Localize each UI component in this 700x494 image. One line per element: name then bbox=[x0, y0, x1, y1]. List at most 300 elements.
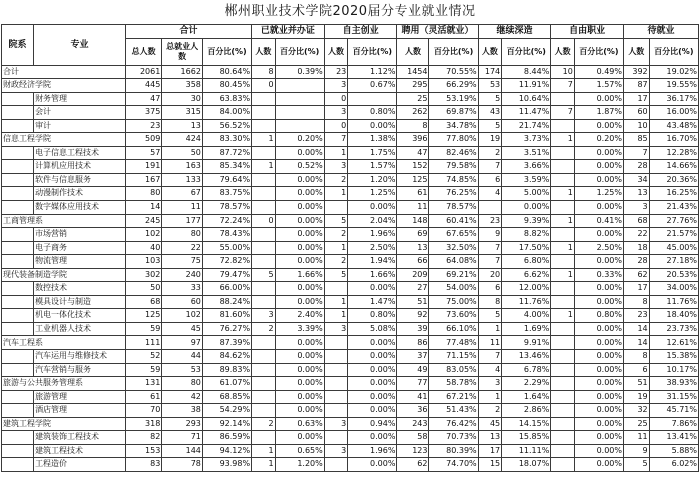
table-row-dept bbox=[2, 79, 699, 93]
major-name-cell: 会计 bbox=[34, 106, 126, 120]
value-cell: 37 bbox=[397, 350, 429, 364]
value-cell: 0.00% bbox=[275, 390, 324, 404]
value-cell: 23 bbox=[478, 214, 502, 228]
dept-blank-cell bbox=[2, 444, 34, 458]
dept-blank-cell bbox=[2, 228, 34, 242]
major-name-cell: 动漫制作技术 bbox=[34, 187, 126, 201]
header-row-1 bbox=[2, 25, 699, 39]
value-cell: 13 bbox=[478, 431, 502, 445]
value-cell: 3 bbox=[324, 417, 348, 431]
value-cell: 0.00% bbox=[275, 404, 324, 418]
value-cell: 11 bbox=[624, 431, 650, 445]
value-cell: 0.00% bbox=[275, 146, 324, 160]
value-cell: 0.00% bbox=[574, 417, 623, 431]
major-name-cell: 电子信息工程技术 bbox=[34, 146, 126, 160]
value-cell: 71.15% bbox=[429, 350, 478, 364]
value-cell: 0.80% bbox=[348, 309, 397, 323]
value-cell: 85 bbox=[624, 133, 650, 147]
value-cell: 28 bbox=[624, 255, 650, 269]
value-cell: 42 bbox=[162, 390, 203, 404]
value-cell: 13 bbox=[397, 241, 429, 255]
value-cell: 3.39% bbox=[275, 322, 324, 336]
value-cell: 7 bbox=[478, 350, 502, 364]
value-cell: 62 bbox=[624, 268, 650, 282]
value-cell: 0.20% bbox=[275, 133, 324, 147]
value-cell: 4 bbox=[478, 363, 502, 377]
major-name-cell: 审计 bbox=[34, 119, 126, 133]
value-cell bbox=[551, 350, 575, 364]
value-cell bbox=[324, 201, 348, 215]
dept-blank-cell bbox=[2, 295, 34, 309]
value-cell bbox=[252, 350, 276, 364]
value-cell: 293 bbox=[162, 417, 203, 431]
value-cell: 0.67% bbox=[348, 79, 397, 93]
value-cell bbox=[348, 92, 397, 106]
value-cell: 16.25% bbox=[649, 187, 698, 201]
value-cell: 59 bbox=[125, 363, 161, 377]
value-cell: 0.00% bbox=[348, 363, 397, 377]
value-cell: 3.73% bbox=[502, 133, 551, 147]
header-pct: 百分比(%) bbox=[502, 38, 551, 65]
value-cell: 23.73% bbox=[649, 322, 698, 336]
header-dept: 院系 bbox=[2, 25, 34, 66]
value-cell: 36 bbox=[397, 404, 429, 418]
value-cell: 69.87% bbox=[429, 106, 478, 120]
value-cell: 3 bbox=[624, 201, 650, 215]
major-name-cell: 数字媒体应用技术 bbox=[34, 201, 126, 215]
value-cell bbox=[252, 255, 276, 269]
value-cell: 9 bbox=[624, 444, 650, 458]
value-cell: 15.38% bbox=[649, 350, 698, 364]
value-cell bbox=[275, 119, 324, 133]
value-cell: 0.00% bbox=[348, 404, 397, 418]
table-row-major bbox=[2, 92, 699, 106]
value-cell: 13 bbox=[162, 119, 203, 133]
value-cell: 0.00% bbox=[275, 431, 324, 445]
value-cell: 0.00% bbox=[275, 282, 324, 296]
value-cell: 44 bbox=[162, 350, 203, 364]
value-cell: 7 bbox=[478, 241, 502, 255]
dept-blank-cell bbox=[2, 187, 34, 201]
table-row-major bbox=[2, 404, 699, 418]
value-cell: 20.53% bbox=[649, 268, 698, 282]
value-cell: 3.51% bbox=[502, 146, 551, 160]
value-cell bbox=[252, 173, 276, 187]
value-cell bbox=[551, 92, 575, 106]
value-cell: 0.00% bbox=[574, 377, 623, 391]
header-group-total: 合计 bbox=[125, 25, 251, 39]
major-name-cell: 建筑装饰工程技术 bbox=[34, 431, 126, 445]
value-cell bbox=[252, 363, 276, 377]
value-cell: 0.00% bbox=[502, 201, 551, 215]
value-cell: 19 bbox=[624, 390, 650, 404]
value-cell: 174 bbox=[478, 65, 502, 79]
value-cell: 56.52% bbox=[202, 119, 251, 133]
dept-blank-cell bbox=[2, 106, 34, 120]
value-cell: 62 bbox=[397, 458, 429, 472]
header-pct: 百分比(%) bbox=[574, 38, 623, 65]
value-cell: 72.24% bbox=[202, 214, 251, 228]
table-row-major bbox=[2, 160, 699, 174]
value-cell: 1 bbox=[252, 444, 276, 458]
dept-blank-cell bbox=[2, 255, 34, 269]
value-cell: 80.39% bbox=[429, 444, 478, 458]
value-cell: 45.00% bbox=[649, 241, 698, 255]
value-cell: 87.72% bbox=[202, 146, 251, 160]
value-cell: 60.41% bbox=[429, 214, 478, 228]
value-cell: 1 bbox=[324, 146, 348, 160]
value-cell: 32 bbox=[624, 404, 650, 418]
value-cell: 153 bbox=[125, 444, 161, 458]
value-cell: 14 bbox=[624, 336, 650, 350]
header-employed: 总就业人数 bbox=[162, 38, 203, 65]
value-cell: 74.70% bbox=[429, 458, 478, 472]
value-cell: 68 bbox=[624, 214, 650, 228]
value-cell: 70 bbox=[125, 404, 161, 418]
value-cell: 19.02% bbox=[649, 65, 698, 79]
value-cell bbox=[252, 187, 276, 201]
value-cell bbox=[551, 146, 575, 160]
value-cell: 61 bbox=[125, 390, 161, 404]
header-count: 人数 bbox=[551, 38, 575, 65]
major-name-cell: 机电一体化技术 bbox=[34, 309, 126, 323]
value-cell: 87.39% bbox=[202, 336, 251, 350]
value-cell: 0.00% bbox=[574, 160, 623, 174]
value-cell: 0 bbox=[252, 214, 276, 228]
value-cell: 59 bbox=[125, 322, 161, 336]
value-cell: 72.82% bbox=[202, 255, 251, 269]
value-cell: 51 bbox=[624, 377, 650, 391]
value-cell: 0.00% bbox=[574, 431, 623, 445]
value-cell: 55.00% bbox=[202, 241, 251, 255]
value-cell: 18.07% bbox=[502, 458, 551, 472]
value-cell: 18 bbox=[624, 241, 650, 255]
value-cell bbox=[551, 377, 575, 391]
value-cell: 38.93% bbox=[649, 377, 698, 391]
header-count: 人数 bbox=[397, 38, 429, 65]
value-cell bbox=[551, 295, 575, 309]
value-cell: 53 bbox=[162, 363, 203, 377]
value-cell bbox=[478, 201, 502, 215]
major-name-cell: 财务管理 bbox=[34, 92, 126, 106]
value-cell: 11 bbox=[162, 201, 203, 215]
value-cell: 73.60% bbox=[429, 309, 478, 323]
dept-name-cell: 旅游与公共服务管理系 bbox=[2, 377, 126, 391]
value-cell: 509 bbox=[125, 133, 161, 147]
value-cell: 177 bbox=[162, 214, 203, 228]
value-cell: 8 bbox=[397, 119, 429, 133]
table-row-major bbox=[2, 295, 699, 309]
value-cell: 1 bbox=[324, 241, 348, 255]
dept-blank-cell bbox=[2, 309, 34, 323]
value-cell: 77.80% bbox=[429, 133, 478, 147]
value-cell: 1 bbox=[324, 295, 348, 309]
value-cell bbox=[551, 255, 575, 269]
value-cell: 51.43% bbox=[429, 404, 478, 418]
value-cell: 11.91% bbox=[502, 79, 551, 93]
value-cell: 0.65% bbox=[275, 444, 324, 458]
value-cell: 163 bbox=[162, 160, 203, 174]
dept-blank-cell bbox=[2, 282, 34, 296]
value-cell: 10.64% bbox=[502, 92, 551, 106]
value-cell: 240 bbox=[162, 268, 203, 282]
value-cell: 75.00% bbox=[429, 295, 478, 309]
value-cell: 3 bbox=[324, 79, 348, 93]
value-cell: 0.94% bbox=[348, 417, 397, 431]
table-row-major bbox=[2, 173, 699, 187]
value-cell: 17 bbox=[478, 444, 502, 458]
dept-blank-cell bbox=[2, 458, 34, 472]
value-cell: 78.57% bbox=[429, 201, 478, 215]
value-cell: 53.19% bbox=[429, 92, 478, 106]
value-cell: 1 bbox=[551, 133, 575, 147]
value-cell: 19.55% bbox=[649, 79, 698, 93]
value-cell: 302 bbox=[125, 268, 161, 282]
value-cell: 245 bbox=[125, 214, 161, 228]
value-cell: 0.00% bbox=[574, 119, 623, 133]
table-row-major bbox=[2, 431, 699, 445]
value-cell: 20.36% bbox=[649, 173, 698, 187]
header-group-unemployed: 待就业 bbox=[624, 25, 699, 39]
value-cell: 0.00% bbox=[574, 458, 623, 472]
value-cell: 43 bbox=[478, 106, 502, 120]
header-major: 专业 bbox=[34, 25, 126, 66]
value-cell: 0.00% bbox=[348, 377, 397, 391]
value-cell: 83.30% bbox=[202, 133, 251, 147]
dept-blank-cell bbox=[2, 404, 34, 418]
value-cell: 12.28% bbox=[649, 146, 698, 160]
value-cell: 36.17% bbox=[649, 92, 698, 106]
value-cell: 3 bbox=[324, 160, 348, 174]
value-cell: 9 bbox=[478, 228, 502, 242]
value-cell: 1.12% bbox=[348, 65, 397, 79]
value-cell: 78 bbox=[162, 458, 203, 472]
value-cell: 97 bbox=[162, 336, 203, 350]
value-cell: 45 bbox=[162, 322, 203, 336]
value-cell: 15 bbox=[478, 458, 502, 472]
dept-name-cell: 信息工程学院 bbox=[2, 133, 126, 147]
value-cell bbox=[551, 458, 575, 472]
value-cell: 82.46% bbox=[429, 146, 478, 160]
value-cell: 45.71% bbox=[649, 404, 698, 418]
value-cell: 10 bbox=[551, 65, 575, 79]
major-name-cell: 市场营销 bbox=[34, 228, 126, 242]
value-cell: 0.80% bbox=[574, 309, 623, 323]
value-cell: 88.24% bbox=[202, 295, 251, 309]
value-cell bbox=[275, 106, 324, 120]
value-cell: 70.73% bbox=[429, 431, 478, 445]
value-cell: 0.00% bbox=[574, 404, 623, 418]
value-cell: 243 bbox=[397, 417, 429, 431]
value-cell: 50 bbox=[125, 282, 161, 296]
value-cell: 61.07% bbox=[202, 377, 251, 391]
value-cell: 14 bbox=[125, 201, 161, 215]
table-row-dept bbox=[2, 417, 699, 431]
value-cell: 80 bbox=[162, 228, 203, 242]
value-cell: 1.69% bbox=[502, 322, 551, 336]
value-cell: 152 bbox=[397, 160, 429, 174]
value-cell: 7 bbox=[324, 133, 348, 147]
major-name-cell: 数控技术 bbox=[34, 282, 126, 296]
value-cell: 2.04% bbox=[348, 214, 397, 228]
value-cell: 0.20% bbox=[574, 133, 623, 147]
value-cell: 0.00% bbox=[275, 187, 324, 201]
value-cell: 67 bbox=[162, 187, 203, 201]
value-cell: 4.00% bbox=[502, 309, 551, 323]
value-cell: 0.00% bbox=[275, 255, 324, 269]
value-cell: 11.76% bbox=[649, 295, 698, 309]
table-row-major bbox=[2, 119, 699, 133]
value-cell: 0.33% bbox=[574, 268, 623, 282]
table-row-total bbox=[2, 65, 699, 79]
value-cell bbox=[551, 160, 575, 174]
value-cell: 0.00% bbox=[348, 336, 397, 350]
value-cell: 53 bbox=[478, 79, 502, 93]
value-cell: 38 bbox=[162, 404, 203, 418]
value-cell: 47 bbox=[125, 92, 161, 106]
value-cell: 83.05% bbox=[429, 363, 478, 377]
value-cell: 11 bbox=[397, 201, 429, 215]
value-cell: 66 bbox=[397, 255, 429, 269]
value-cell: 58.78% bbox=[429, 377, 478, 391]
value-cell: 84.00% bbox=[202, 106, 251, 120]
value-cell: 80 bbox=[162, 377, 203, 391]
value-cell: 11.76% bbox=[502, 295, 551, 309]
value-cell: 70.55% bbox=[429, 65, 478, 79]
value-cell: 396 bbox=[397, 133, 429, 147]
dept-blank-cell bbox=[2, 390, 34, 404]
value-cell: 1 bbox=[551, 241, 575, 255]
value-cell bbox=[252, 404, 276, 418]
dept-blank-cell bbox=[2, 241, 34, 255]
value-cell: 21.43% bbox=[649, 201, 698, 215]
value-cell: 0 bbox=[324, 119, 348, 133]
value-cell: 0.00% bbox=[275, 377, 324, 391]
value-cell: 3 bbox=[324, 106, 348, 120]
page-title: 郴州职业技术学院2020届分专业就业情况 bbox=[224, 4, 476, 19]
table-row-major bbox=[2, 255, 699, 269]
value-cell bbox=[252, 228, 276, 242]
value-cell: 79.64% bbox=[202, 173, 251, 187]
value-cell: 2 bbox=[324, 228, 348, 242]
value-cell: 1 bbox=[478, 322, 502, 336]
major-name-cell: 汽车营销与服务 bbox=[34, 363, 126, 377]
value-cell: 51 bbox=[397, 295, 429, 309]
value-cell: 40 bbox=[125, 241, 161, 255]
value-cell: 2 bbox=[324, 173, 348, 187]
value-cell: 2061 bbox=[125, 65, 161, 79]
value-cell: 79.47% bbox=[202, 268, 251, 282]
value-cell: 0.00% bbox=[275, 201, 324, 215]
table-row-major bbox=[2, 363, 699, 377]
value-cell: 13.46% bbox=[502, 350, 551, 364]
table-row-major bbox=[2, 282, 699, 296]
value-cell: 3.66% bbox=[502, 160, 551, 174]
value-cell: 1 bbox=[551, 309, 575, 323]
value-cell: 7 bbox=[551, 106, 575, 120]
value-cell: 52 bbox=[125, 350, 161, 364]
value-cell bbox=[551, 417, 575, 431]
value-cell: 0.00% bbox=[574, 282, 623, 296]
dept-name-cell: 建筑工程学院 bbox=[2, 417, 126, 431]
header-pct: 百分比(%) bbox=[429, 38, 478, 65]
value-cell: 1 bbox=[551, 187, 575, 201]
value-cell: 1 bbox=[324, 309, 348, 323]
value-cell: 0.00% bbox=[348, 119, 397, 133]
value-cell: 66.10% bbox=[429, 322, 478, 336]
value-cell: 27.18% bbox=[649, 255, 698, 269]
value-cell bbox=[252, 431, 276, 445]
value-cell: 1.96% bbox=[348, 444, 397, 458]
value-cell: 17 bbox=[624, 92, 650, 106]
dept-blank-cell bbox=[2, 160, 34, 174]
value-cell: 79.58% bbox=[429, 160, 478, 174]
value-cell: 5 bbox=[478, 92, 502, 106]
total-label-cell: 合计 bbox=[2, 65, 126, 79]
header-pct: 百分比(%) bbox=[275, 38, 324, 65]
value-cell: 0 bbox=[252, 79, 276, 93]
header-count: 人数 bbox=[324, 38, 348, 65]
value-cell: 6.62% bbox=[502, 268, 551, 282]
header-total-grads: 总人数 bbox=[125, 38, 161, 65]
value-cell: 17 bbox=[624, 282, 650, 296]
value-cell: 34 bbox=[624, 173, 650, 187]
value-cell: 47 bbox=[397, 146, 429, 160]
value-cell: 7 bbox=[624, 146, 650, 160]
value-cell: 74.85% bbox=[429, 173, 478, 187]
value-cell: 76.42% bbox=[429, 417, 478, 431]
value-cell: 3 bbox=[252, 309, 276, 323]
value-cell: 5.88% bbox=[649, 444, 698, 458]
value-cell: 41 bbox=[397, 390, 429, 404]
value-cell: 1.57% bbox=[348, 160, 397, 174]
value-cell: 80 bbox=[125, 187, 161, 201]
value-cell: 0.00% bbox=[574, 444, 623, 458]
table-row-major bbox=[2, 322, 699, 336]
value-cell: 64.08% bbox=[429, 255, 478, 269]
value-cell: 27 bbox=[397, 282, 429, 296]
value-cell: 1.38% bbox=[348, 133, 397, 147]
major-name-cell: 旅游管理 bbox=[34, 390, 126, 404]
dept-blank-cell bbox=[2, 350, 34, 364]
value-cell: 102 bbox=[125, 228, 161, 242]
value-cell: 60 bbox=[162, 295, 203, 309]
value-cell: 66.00% bbox=[202, 282, 251, 296]
table-row-dept bbox=[2, 214, 699, 228]
value-cell: 16.70% bbox=[649, 133, 698, 147]
value-cell bbox=[324, 363, 348, 377]
value-cell: 54.29% bbox=[202, 404, 251, 418]
value-cell: 27.76% bbox=[649, 214, 698, 228]
value-cell: 1 bbox=[252, 133, 276, 147]
value-cell: 7.86% bbox=[649, 417, 698, 431]
dept-blank-cell bbox=[2, 363, 34, 377]
value-cell: 31.15% bbox=[649, 390, 698, 404]
value-cell: 0.00% bbox=[275, 214, 324, 228]
value-cell: 57 bbox=[125, 146, 161, 160]
dept-blank-cell bbox=[2, 146, 34, 160]
value-cell: 69.21% bbox=[429, 268, 478, 282]
header-group-further-study: 继续深造 bbox=[478, 25, 551, 39]
major-name-cell: 计算机应用技术 bbox=[34, 160, 126, 174]
value-cell bbox=[252, 295, 276, 309]
value-cell: 23 bbox=[624, 309, 650, 323]
header-group-startup: 自主创业 bbox=[324, 25, 397, 39]
value-cell bbox=[551, 322, 575, 336]
value-cell: 111 bbox=[125, 336, 161, 350]
major-name-cell: 工业机器人技术 bbox=[34, 322, 126, 336]
value-cell: 0.80% bbox=[348, 106, 397, 120]
